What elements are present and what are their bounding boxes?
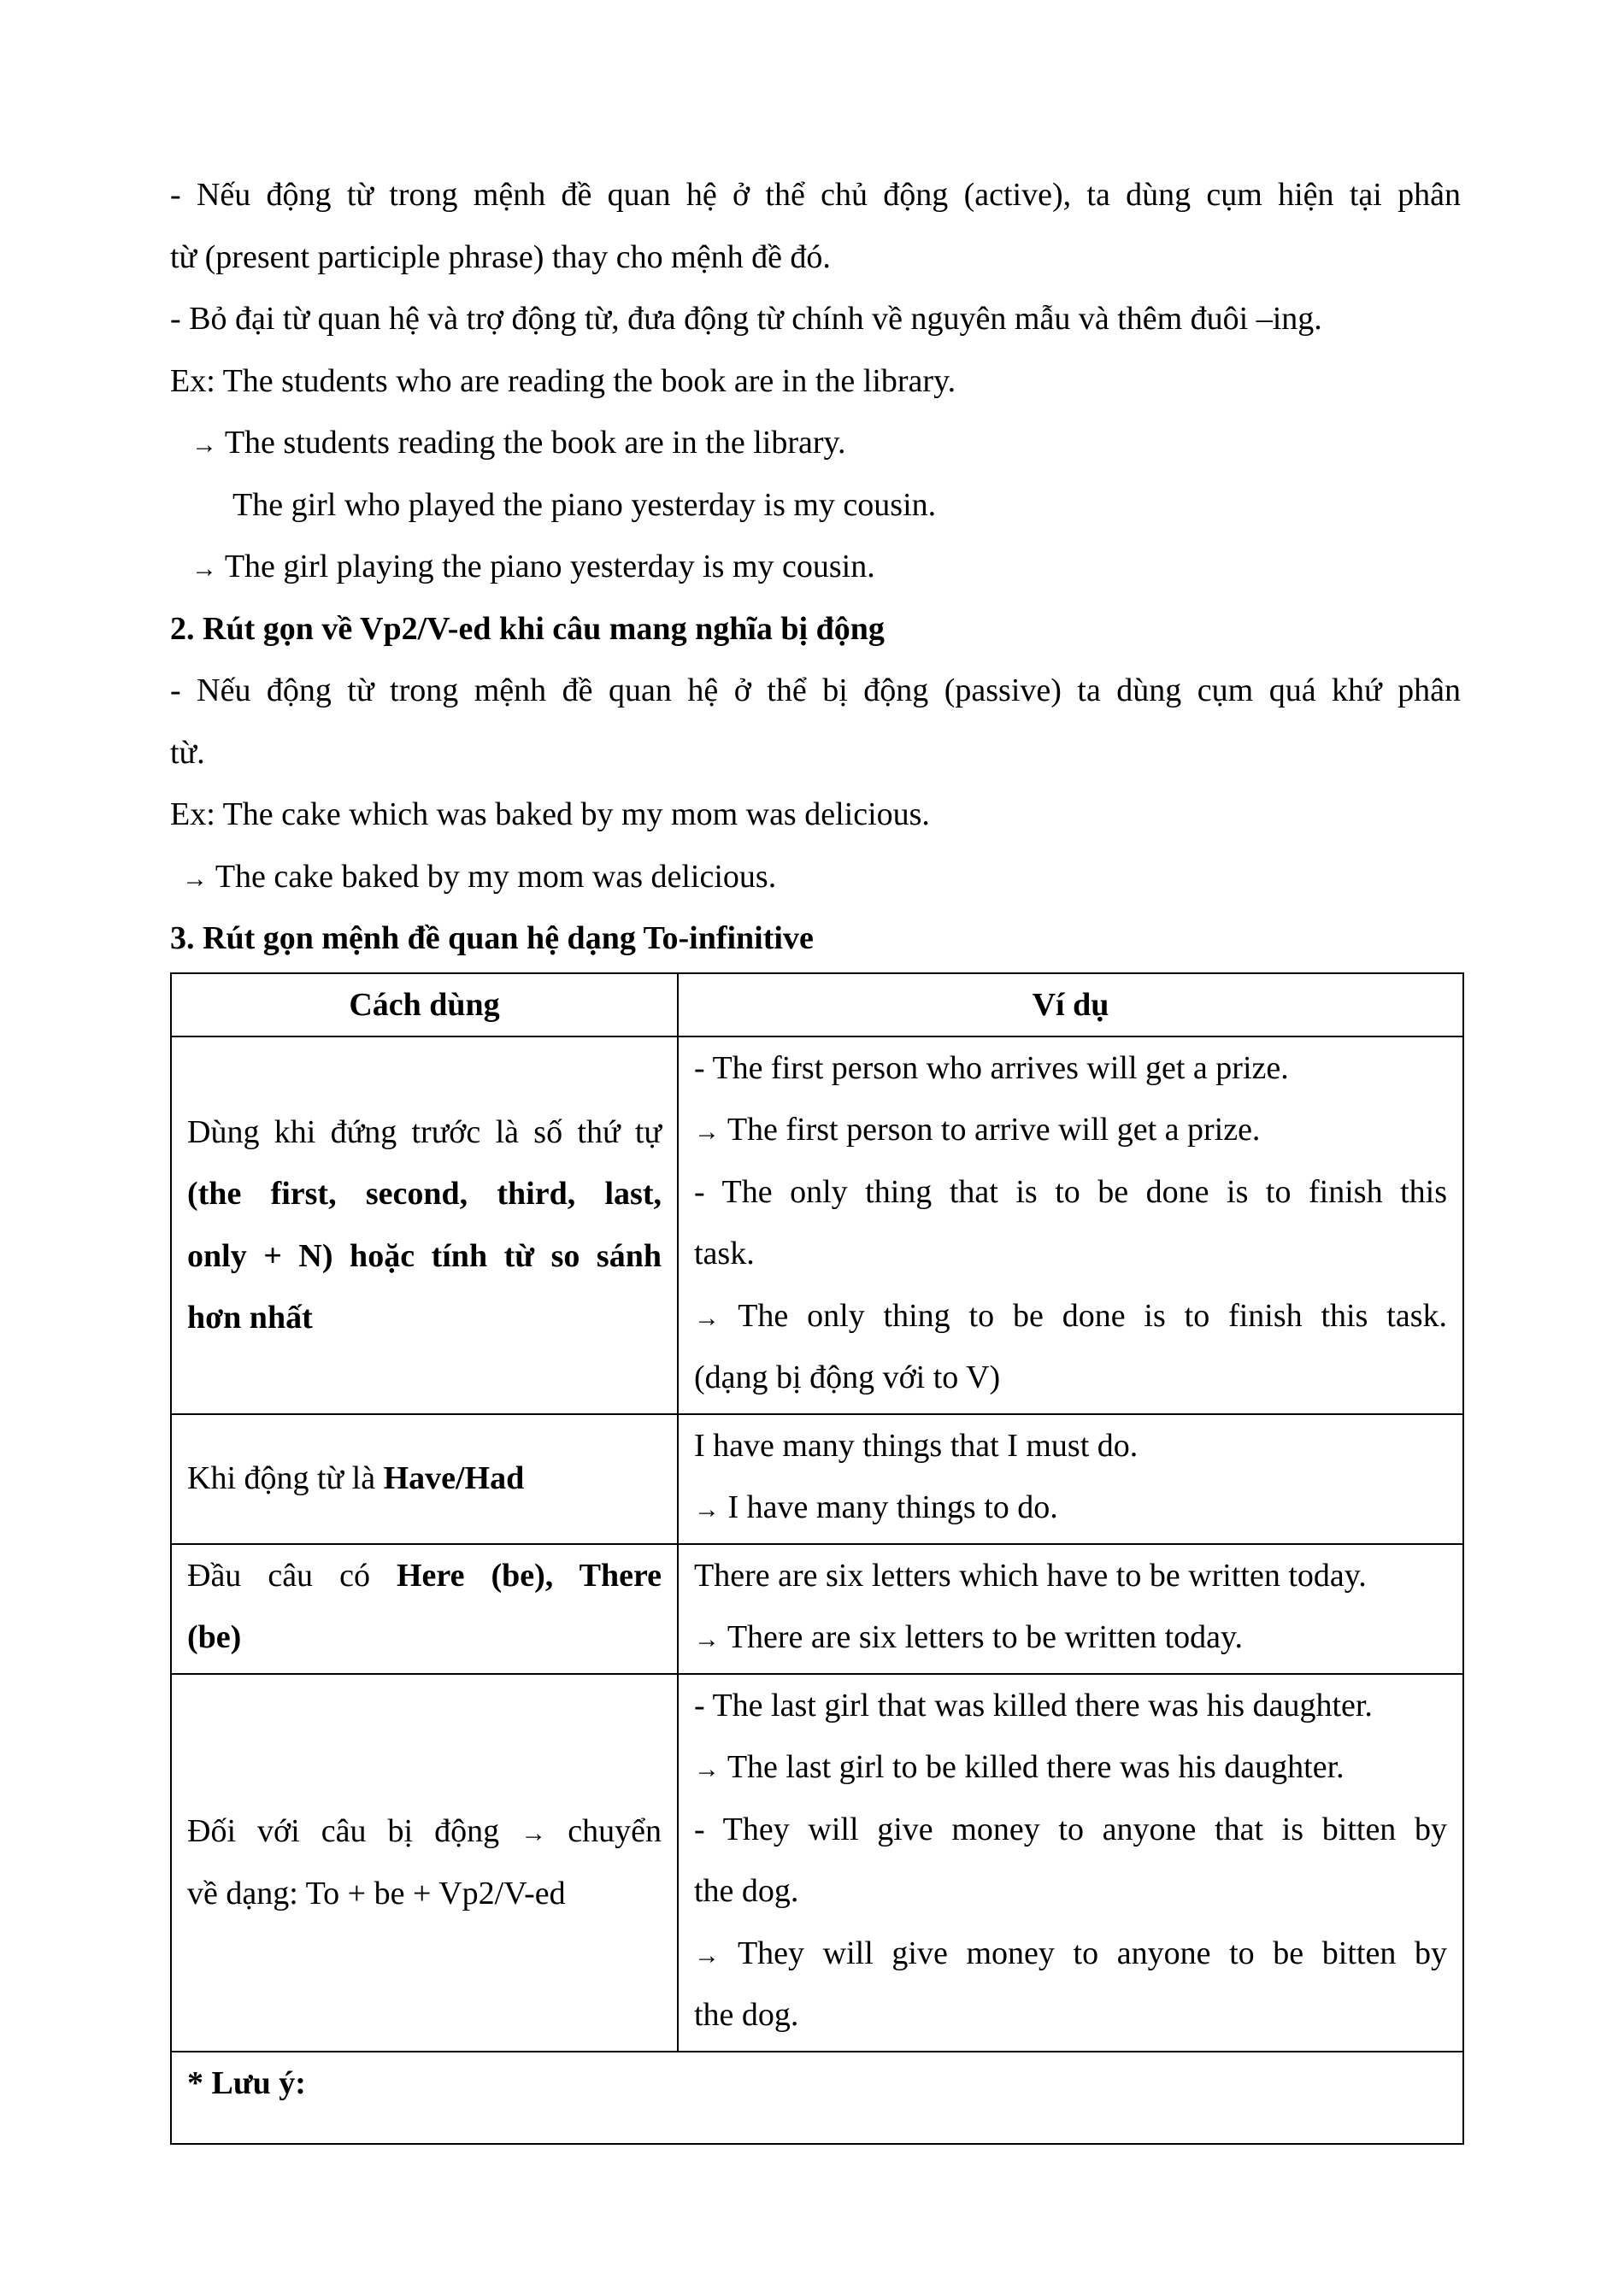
right-arrow-icon: → xyxy=(694,1941,720,1970)
usage-cell xyxy=(171,1544,678,1674)
table-row xyxy=(171,2052,1463,2144)
paragraph-line: từ (present participle phrase) thay cho mệnh đề đó. xyxy=(170,238,831,275)
example-text: → The last girl to be killed there was his daughter. xyxy=(694,1736,1447,1799)
usage-text: only + N) hoặc tính từ so sánh xyxy=(187,1237,662,1274)
example-text: the dog. xyxy=(694,1997,799,2033)
example-text: → I have many things to do. xyxy=(694,1477,1447,1539)
usage-text: Dùng khi đứng trước là số thứ tự xyxy=(187,1113,662,1150)
note-cell xyxy=(171,2052,1463,2144)
table-header-row xyxy=(171,973,1463,1036)
column-header-usage: Cách dùng xyxy=(171,973,678,1036)
usage-text: hơn nhất xyxy=(187,1300,313,1336)
table-row xyxy=(171,1414,1463,1544)
section-heading: 3. Rút gọn mệnh đề quan hệ dạng To-infinitive xyxy=(170,920,814,956)
right-arrow-icon: → xyxy=(694,1118,720,1146)
example-text: the dog. xyxy=(694,1873,799,1909)
right-arrow-icon: → xyxy=(191,431,217,459)
paragraph-line: từ. xyxy=(170,734,205,771)
example-text: → They will give money to anyone to be bitten by xyxy=(694,1923,1447,1985)
right-arrow-icon: → xyxy=(694,1303,720,1332)
usage-cell xyxy=(171,1414,678,1544)
example-text: There are six letters which have to be written today. xyxy=(694,1557,1367,1594)
paragraph-line: - Bỏ đại từ quan hệ và trợ động từ, đưa động từ chính về nguyên mẫu và thêm đuôi –ing. xyxy=(170,301,1322,337)
example-text: - The first person who arrives will get a prize. xyxy=(694,1049,1289,1086)
table-row xyxy=(171,1674,1463,2052)
example-line: Ex: The students who are reading the book are in the library. xyxy=(170,362,956,399)
column-header-example: Ví dụ xyxy=(678,973,1463,1036)
example-text: I have many things that I must do. xyxy=(694,1427,1139,1464)
example-text: task. xyxy=(694,1236,755,1271)
example-cell xyxy=(678,1414,1463,1544)
result-text: The girl playing the piano yesterday is my cousin. xyxy=(224,549,875,584)
usage-text: (be) xyxy=(187,1619,242,1655)
right-arrow-icon: → xyxy=(182,864,208,893)
example-text: → There are six letters to be written today. xyxy=(694,1606,1447,1669)
paragraph-line: - Nếu động từ trong mệnh đề quan hệ ở thể chủ động (active), ta dùng cụm hiện tại phân xyxy=(170,177,1461,213)
example-cell xyxy=(678,1544,1463,1674)
paragraph-line: - Nếu động từ trong mệnh đề quan hệ ở thể bị động (passive) ta dùng cụm quá khứ phân xyxy=(170,672,1461,708)
example-text: - The last girl that was killed there was his daughter. xyxy=(694,1687,1373,1723)
document-body xyxy=(170,164,1461,2145)
right-arrow-icon: → xyxy=(694,1625,720,1653)
section-heading: 2. Rút gọn về Vp2/V-ed khi câu mang nghĩa bị động xyxy=(170,610,885,647)
usage-text: Đầu câu có Here (be), There xyxy=(187,1557,662,1594)
usage-text: (the first, second, third, last, xyxy=(187,1176,662,1212)
example-line: Ex: The cake which was baked by my mom was delicious. xyxy=(170,796,930,832)
example-text: → The only thing to be done is to finish this task. xyxy=(694,1285,1447,1348)
note-label: * Lưu ý: xyxy=(187,2064,306,2101)
usage-text: Đối với câu bị động → chuyển xyxy=(187,1800,662,1863)
usage-text: về dạng: To + be + Vp2/V-ed xyxy=(187,1875,566,1911)
result-text: The students reading the book are in the library. xyxy=(224,425,846,461)
example-text: (dạng bị động với to V) xyxy=(694,1359,1001,1395)
right-arrow-icon: → xyxy=(694,1495,720,1524)
example-text: - They will give money to anyone that is bitten by xyxy=(694,1811,1447,1847)
example-text: → The first person to arrive will get a prize. xyxy=(694,1099,1447,1161)
usage-table xyxy=(170,972,1464,2145)
example-text: - The only thing that is to be done is to finish this xyxy=(694,1173,1447,1210)
table-row xyxy=(171,1544,1463,1674)
usage-cell xyxy=(171,1674,678,2052)
right-arrow-icon: → xyxy=(191,555,217,583)
usage-cell xyxy=(171,1036,678,1414)
example-cell xyxy=(678,1674,1463,2052)
usage-text: Khi động từ là Have/Had xyxy=(187,1460,525,1497)
result-text: The cake baked by my mom was delicious. xyxy=(215,858,777,895)
result-line xyxy=(170,536,1461,598)
right-arrow-icon: → xyxy=(521,1819,547,1847)
right-arrow-icon: → xyxy=(694,1755,720,1783)
result-line xyxy=(170,412,1461,474)
result-line xyxy=(170,846,1461,908)
example-cell xyxy=(678,1036,1463,1414)
table-row xyxy=(171,1036,1463,1414)
example-line: The girl who played the piano yesterday is my cousin. xyxy=(232,486,937,523)
